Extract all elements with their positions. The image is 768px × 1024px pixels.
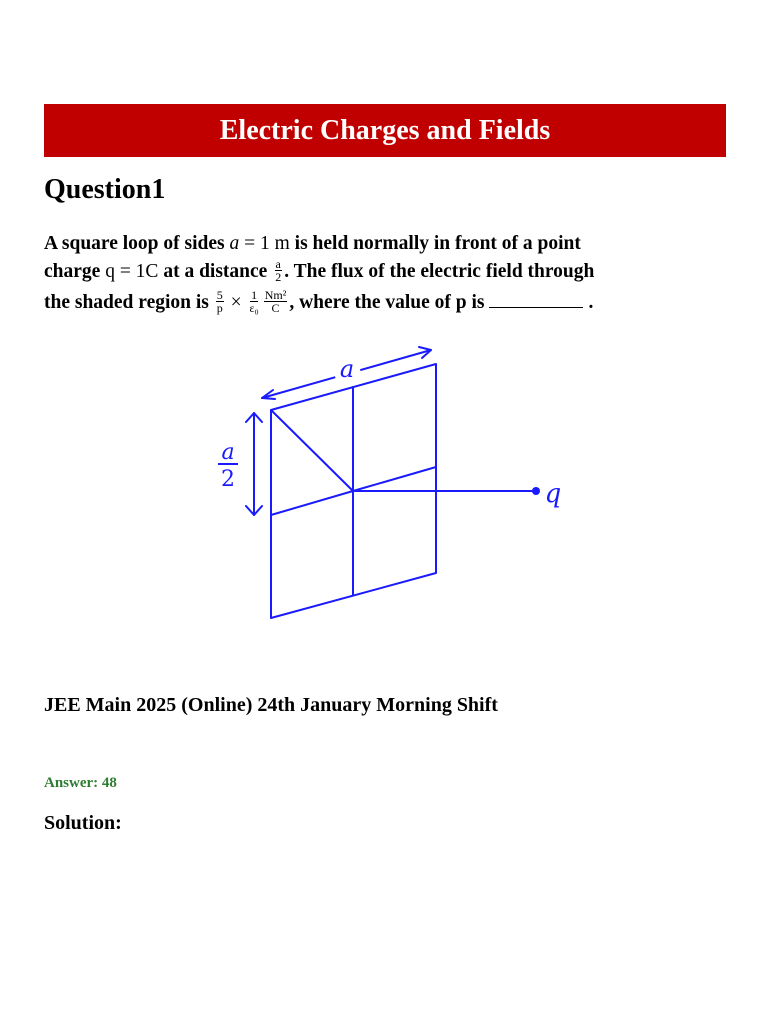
solution-label: Solution: [44, 812, 122, 834]
exam-source: JEE Main 2025 (Online) 24th January Morning Shift [44, 694, 498, 716]
fraction-a-over-2: $\frac{a}{2}$ [275, 257, 282, 285]
times-symbol: × [225, 292, 247, 313]
label-half-numerator: a [221, 440, 235, 465]
chapter-title-banner [44, 104, 726, 157]
shaded-region-diagonal [271, 410, 353, 491]
fraction-1-over-epsilon: $\frac{1}{\text{ε₀}}$ [249, 288, 259, 316]
answer-text: Answer: 48 [44, 775, 117, 791]
question-line-1: A square loop of sides a = 1 m is held normally in front of a point [44, 233, 581, 254]
square-loop-figure [210, 340, 580, 640]
fraction-5-over-p: $\frac{5}{p}$ [216, 288, 223, 316]
math-equals-1m: = 1 m [239, 233, 290, 254]
question-title: Question1 [44, 174, 166, 205]
chapter-title: Electric Charges and Fields [219, 114, 551, 146]
math-variable-a: a [229, 233, 240, 254]
answer-blank [489, 289, 583, 308]
point-charge-dot [532, 487, 540, 495]
math-charge: q = 1C [105, 261, 159, 282]
label-a: a [339, 355, 355, 383]
fraction-units: $\frac{\text{Nm²}}{C}$ [264, 288, 287, 316]
question-line-2: charge q = 1C at a distance $\frac{a}{2}$ . The flux of the electric field through [44, 257, 595, 285]
question-text [44, 230, 734, 317]
label-half-denominator: 2 [221, 467, 235, 492]
label-q: q [544, 479, 562, 509]
question-line-3: the shaded region is $\frac{5}{p}$ × $\frac{1}{\text{ε₀}}$ $\frac{\text{Nm²}}{C}$ , where the value of p is . [44, 288, 594, 316]
